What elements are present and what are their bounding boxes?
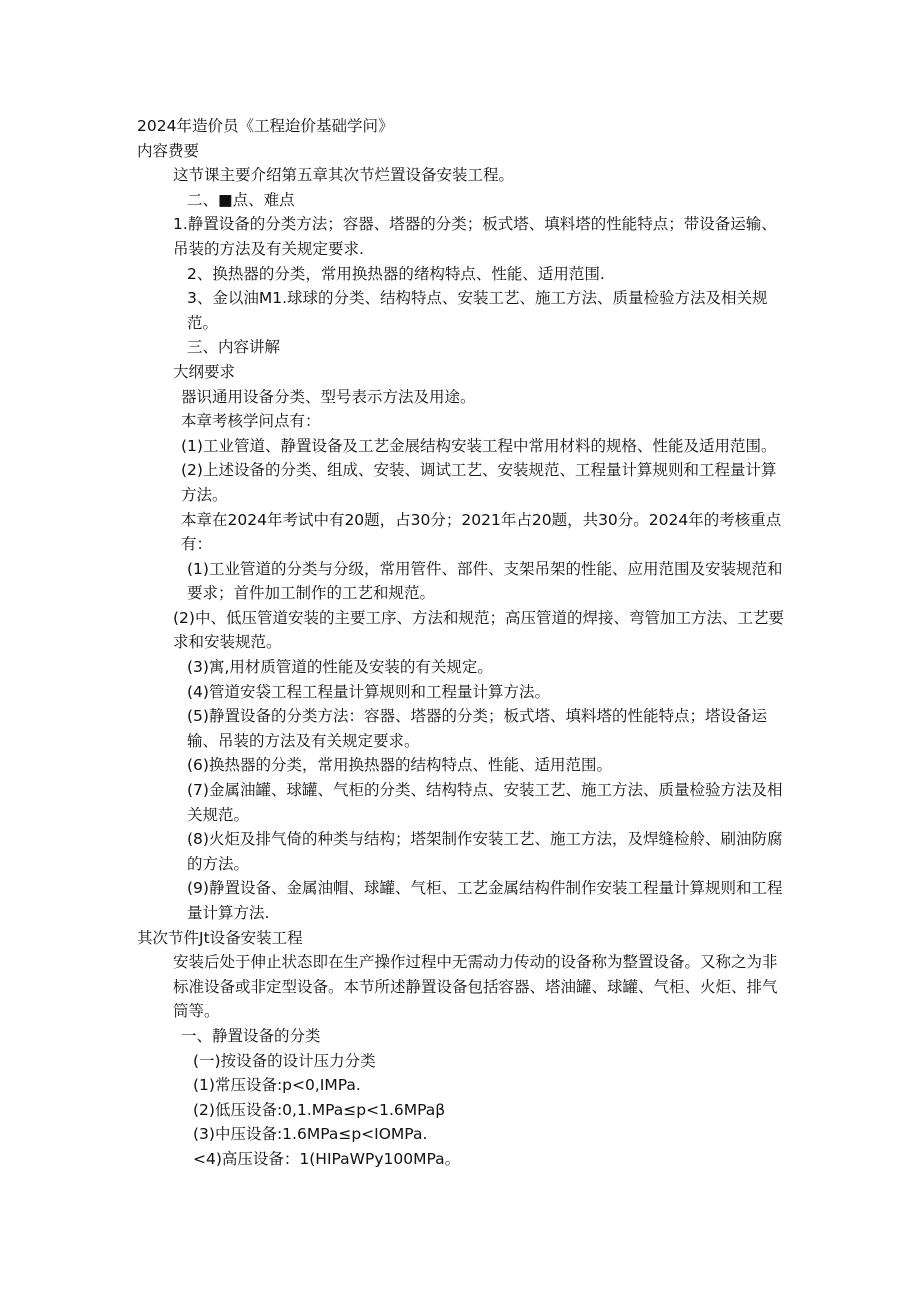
list-item: (5)静置设备的分类方法：容器、塔器的分类；板式塔、填料塔的性能特点；塔设备运输、吊装的方法及有关规定要求。 <box>187 707 767 750</box>
list-item: (3)中压设备:1.6MPa≤p<IOMPa. <box>193 1125 428 1144</box>
paragraph: 这节课主要介绍第五章其次节烂置设备安装工程。 <box>173 166 515 185</box>
section-heading: 一、静置设备的分类 <box>181 1026 321 1045</box>
list-item: (2)低压设备:0,1.MPa≤p<1.6MPaβ <box>193 1100 446 1119</box>
list-item: (8)火炬及排气倚的种类与结构；塔架制作安装工艺、施工方法，及焊缝检舲、刷油防腐的方法。 <box>187 830 783 873</box>
list-item: (1)工业管道的分类与分级，常用管件、部件、支架吊架的性能、应用范围及安装规范和要求；首件加工制作的工艺和规范。 <box>187 559 783 603</box>
section-heading: 其次节件Jt设备安装工程 <box>137 928 303 947</box>
list-item: (6)换热器的分类，常用换热器的结构特点、性能、适用范围。 <box>187 756 612 775</box>
document-title: 2024年造价员《工程迨价基础学问》 <box>137 117 394 135</box>
paragraph: 器识通用设备分类、型号表示方法及用途。 <box>181 387 476 406</box>
list-item: (4)管道安袋工程工程量计算规则和工程量计算方法。 <box>187 682 550 701</box>
list-item: (9)静置设备、金属油帽、球罐、气柜、工艺金属结构件制作安装工程量计算规则和工程量计算方法. <box>187 879 783 922</box>
list-item: (1)工业管道、静置设备及工艺金展结构安装工程中常用材料的规格、性能及适用范围。 <box>181 436 777 455</box>
paragraph: 安装后处于伸止状态即在生产操作过程中无需动力传动的设备称为整置设备。又称之为非标准设备或非定型设备。本节所述静置设备包括容器、塔油罐、球罐、气柜、火炬、排气筒等。 <box>173 953 778 1021</box>
paragraph: 2、换热器的分类，常用换热器的绪构特点、性能、适用范围. <box>187 264 605 283</box>
paragraph: 本章考核学问点有： <box>181 412 321 431</box>
paragraph: 本章在2024年考试中有20题，占30分；2021年占20题，共30分。2024年的考核重点有： <box>181 510 782 554</box>
document-body <box>137 114 787 1172</box>
paragraph: 3、金以油M1.球球的分类、结构特点、安装工艺、施工方法、质量检验方法及相关规范。 <box>187 289 768 332</box>
list-item: (2)中、低压管道安装的主要工序、方法和规范；高压管道的焊接、弯管加工方法、工艺要求和安装规范。 <box>173 608 784 652</box>
list-item: (2)上述设备的分类、组成、安装、调试工艺、安装规范、工程量计算规则和工程量计算方法。 <box>181 461 777 504</box>
list-item: (7)金属油罐、球罐、气柜的分类、结构特点、安装工艺、施工方法、质量检验方法及相关规范。 <box>187 781 783 824</box>
section-heading: 二、■点、难点 <box>187 190 295 209</box>
section-heading: 大纲要求 <box>173 362 236 381</box>
list-item: <4)高压设备：1(HIPaWPy100MPa。 <box>193 1149 461 1168</box>
paragraph: 1.静置设备的分类方法；容器、塔器的分类；板式塔、填料塔的性能特点；带设备运输、吊装的方法及有关规定要求. <box>173 215 777 258</box>
section-heading: 三、内容讲解 <box>187 338 281 357</box>
section-heading: 内容费要 <box>137 141 200 160</box>
sub-heading: (一)按设备的设计压力分类 <box>193 1051 376 1070</box>
list-item: (3)寓,用材质管道的性能及安装的有关规定。 <box>187 658 493 677</box>
list-item: (1)常压设备:p<0,IMPa. <box>193 1076 361 1095</box>
